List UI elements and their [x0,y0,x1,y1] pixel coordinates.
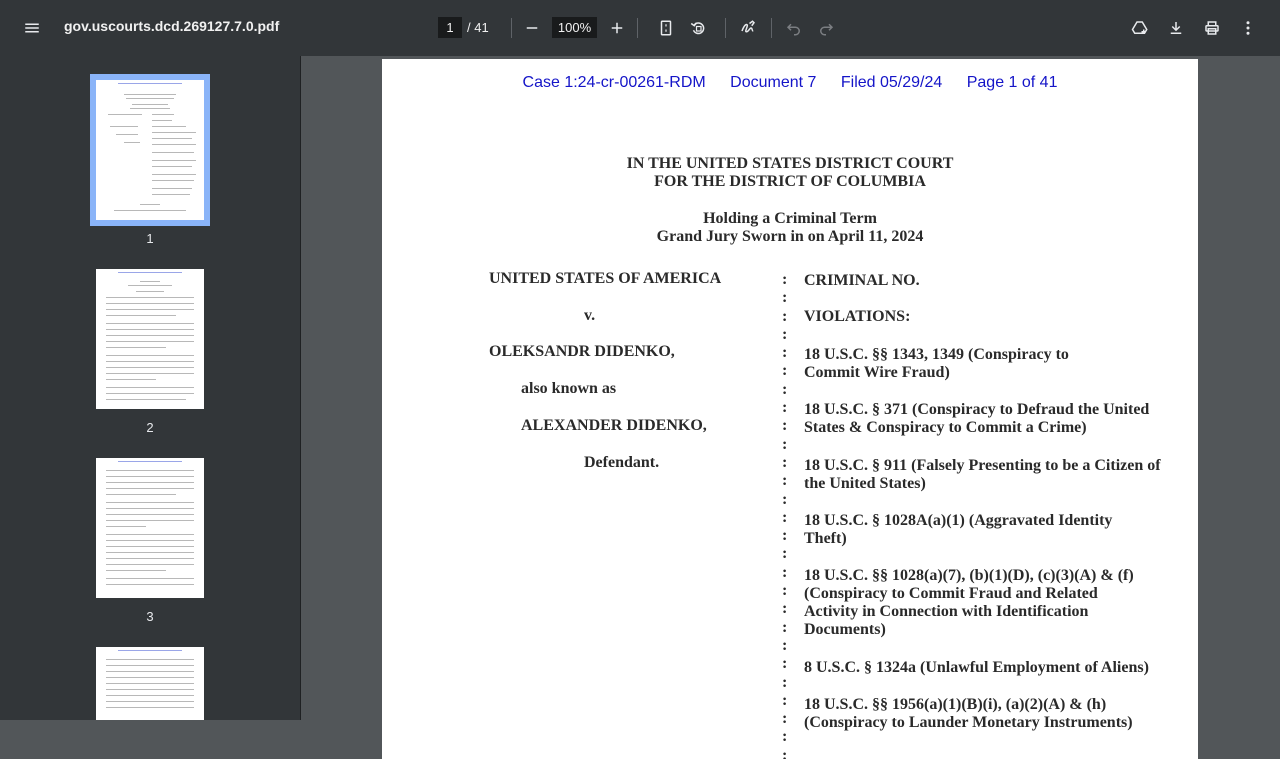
page-of: Page 1 of 41 [966,74,1058,91]
toolbar-divider [511,18,512,38]
thumbnail-label: 2 [146,420,154,435]
court-heading [382,155,1198,191]
colon-column: : : : : : : : : : : : : : : : : : : : : : : : : : : : [782,271,788,759]
toolbar-divider [725,18,726,38]
violation-item: 18 U.S.C. §§ 1956(a)(1)(B)(i), (a)(2)(A) & (h) (Conspiracy to Launder Monetary Instruments) [804,696,1133,731]
page-total: / 41 [467,20,489,35]
court-line-1: IN THE UNITED STATES DISTRICT COURT [626,155,954,172]
thumbnail-sidebar [0,56,300,720]
violation-item: 18 U.S.C. § 1028A(a)(1) (Aggravated Identity Theft) [804,512,1113,547]
fit-to-page-icon [657,19,675,37]
rotate-counterclockwise-icon [689,19,707,37]
versus: v. [584,307,596,324]
thumbnail-label: 1 [146,231,154,246]
draw-signature-icon [739,19,757,37]
plus-icon [608,19,626,37]
plaintiff: UNITED STATES OF AMERICA [489,270,722,287]
redo-icon [817,19,835,37]
pdf-page-1 [382,59,1198,759]
zoom-in-button[interactable] [601,12,633,44]
term-heading [382,210,1198,246]
print-button[interactable] [1196,12,1228,44]
toolbar-divider [637,18,638,38]
pdf-toolbar [0,0,1280,56]
page-thumbnail-4[interactable] [96,647,204,720]
save-to-drive-button[interactable] [1124,12,1156,44]
violation-item: 18 U.S.C. §§ 1343, 1349 (Conspiracy to Commit Wire Fraud) [804,346,1069,381]
page-thumbnail-2[interactable] [96,269,204,409]
term-line-2: Grand Jury Sworn in on April 11, 2024 [656,228,924,245]
term-line-1: Holding a Criminal Term [703,210,877,227]
document-number: Document 7 [730,74,817,91]
zoom-out-button[interactable] [516,12,548,44]
court-line-2: FOR THE DISTRICT OF COLUMBIA [654,173,926,190]
sidebar-resize-handle[interactable] [300,56,301,720]
page-number-input[interactable] [438,17,462,38]
more-options-button[interactable] [1232,12,1264,44]
minus-icon [523,19,541,37]
zoom-input[interactable] [552,17,597,38]
download-icon [1167,19,1185,37]
more-vert-icon [1239,19,1257,37]
print-icon [1203,19,1221,37]
violation-item: 18 U.S.C. § 911 (Falsely Presenting to be a Citizen of the United States) [804,457,1161,492]
aka: also known as [521,380,617,397]
ecf-header [382,74,1198,92]
violation-item: 8 U.S.C. § 1324a (Unlawful Employment of Aliens) [804,659,1149,676]
undo-icon [785,19,803,37]
case-number: Case 1:24-cr-00261-RDM [522,74,706,91]
document-title: gov.uscourts.dcd.269127.7.0.pdf [64,18,280,34]
violations-label: VIOLATIONS: [804,308,911,325]
thumbnail-label: 3 [146,609,154,624]
filed-date: Filed 05/29/24 [840,74,943,91]
violation-item: 18 U.S.C. § 371 (Conspiracy to Defraud the United States & Conspiracy to Commit a Crime) [804,401,1150,436]
undo-button[interactable] [778,12,810,44]
toolbar-divider [771,18,772,38]
defendant-name: OLEKSANDR DIDENKO, [489,343,675,360]
page-thumbnail-1[interactable] [96,80,204,220]
violation-item: 18 U.S.C. §§ 1028(a)(7), (b)(1)(D), (c)(3)(A) & (f) (Conspiracy to Commit Fraud and Related Activity in Connection with Identification Documents) [804,567,1134,638]
defendant-label: Defendant. [584,454,660,471]
fit-page-button[interactable] [650,12,682,44]
criminal-number: CRIMINAL NO. [804,272,920,289]
page-thumbnail-3[interactable] [96,458,204,598]
download-button[interactable] [1160,12,1192,44]
alias: ALEXANDER DIDENKO, [521,417,707,434]
menu-icon[interactable] [16,12,48,44]
redo-button[interactable] [810,12,842,44]
drive-add-icon [1131,19,1149,37]
rotate-button[interactable] [682,12,714,44]
annotate-button[interactable] [732,12,764,44]
